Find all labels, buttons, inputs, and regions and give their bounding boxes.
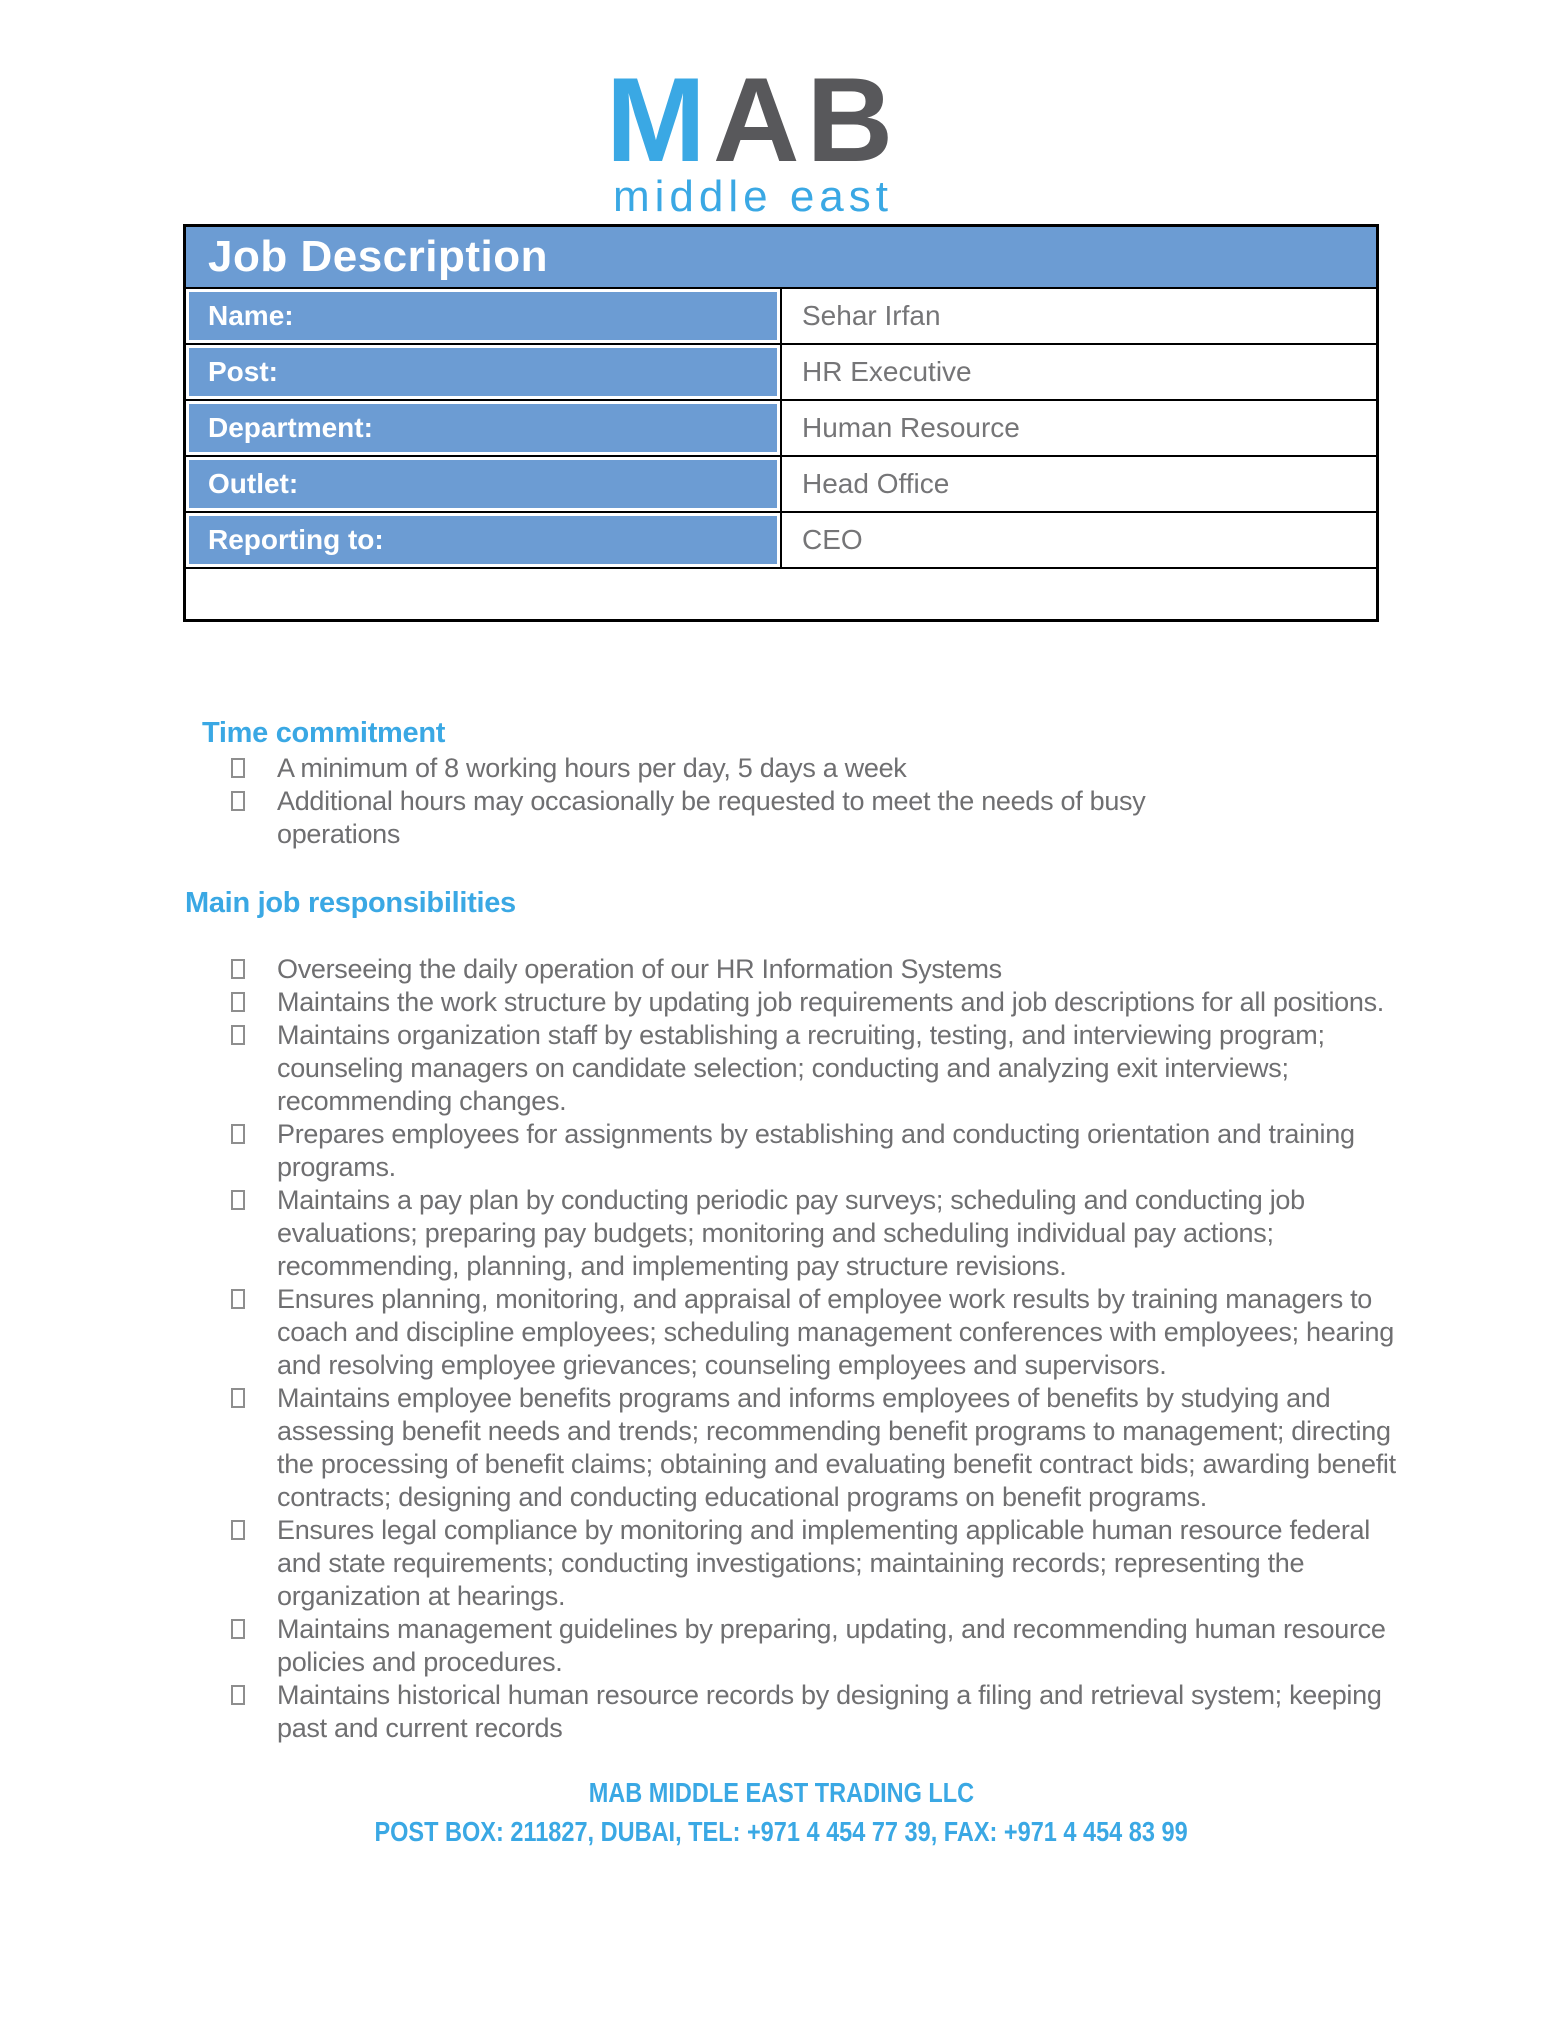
logo-subtitle: middle east [612, 172, 893, 221]
section-heading-time-commitment: Time commitment [202, 717, 446, 749]
list-item-text: Additional hours may occasionally be requested to meet the needs of busy operations [277, 786, 1146, 849]
checkbox-bullet-icon [231, 758, 245, 778]
table-row [185, 288, 1378, 344]
row-label: Name: [185, 288, 782, 344]
list-item-text: Prepares employees for assignments by establishing and conducting orientation and training programs. [277, 1119, 1355, 1182]
time-commitment-list [185, 752, 1197, 851]
main-responsibilities-section [185, 887, 1418, 1745]
list-item-text: Ensures planning, monitoring, and appraisal of employee work results by training managers to coach and discipline employees; scheduling management conferences with employees; hearing and resolving employee grievances; counseling employees and supervisors. [277, 1284, 1394, 1380]
checkbox-bullet-icon [231, 1520, 245, 1540]
row-value: Head Office [781, 456, 1378, 512]
footer-contact-info: POST BOX: 211827, DUBAI, TEL: +971 4 454 77 39, FAX: +971 4 454 83 99 [374, 1816, 1188, 1847]
list-item [277, 1019, 1418, 1118]
list-item-text: Maintains a pay plan by conducting periodic pay surveys; scheduling and conducting job evaluations; preparing pay budgets; monitoring and scheduling individual pay actions; recommending, planning, and implementing pay structure revisions. [277, 1185, 1305, 1281]
list-item [277, 785, 1197, 851]
table-title-row [185, 226, 1378, 288]
list-item [277, 1184, 1418, 1283]
section-heading-main-responsibilities: Main job responsibilities [185, 887, 516, 919]
document-footer [0, 1773, 1562, 1851]
list-item-text: Maintains the work structure by updating job requirements and job descriptions for all positions. [277, 987, 1384, 1017]
list-item-text: Maintains organization staff by establishing a recruiting, testing, and interviewing program; counseling managers on candidate selection; conducting and analyzing exit interviews; recommending changes. [277, 1020, 1325, 1116]
document-body [185, 717, 1418, 1745]
checkbox-bullet-icon [231, 1190, 245, 1210]
checkbox-bullet-icon [231, 1289, 245, 1309]
list-item-text: Maintains historical human resource records by designing a filing and retrieval system; keeping past and current records [277, 1680, 1382, 1743]
list-item-text: Maintains management guidelines by preparing, updating, and recommending human resource policies and procedures. [277, 1614, 1386, 1677]
checkbox-bullet-icon [231, 959, 245, 979]
list-item [277, 1283, 1418, 1382]
table-row [185, 344, 1378, 400]
list-item-text: A minimum of 8 working hours per day, 5 days a week [277, 753, 907, 783]
list-item [277, 1382, 1418, 1514]
list-item [277, 1118, 1418, 1184]
row-value: Human Resource [781, 400, 1378, 456]
checkbox-bullet-icon [231, 1685, 245, 1705]
checkbox-bullet-icon [231, 1025, 245, 1045]
list-item-text: Maintains employee benefits programs and informs employees of benefits by studying and assessing benefit needs and trends; recommending benefit programs to management; directing the processing of benefit claims; obtaining and evaluating benefit contract bids; awarding benefit contracts; designing and conducting educational programs on benefit programs. [277, 1383, 1396, 1512]
list-item [277, 1679, 1418, 1745]
logo-wordmark [0, 53, 1534, 187]
checkbox-bullet-icon [231, 1388, 245, 1408]
job-description-table [183, 224, 1379, 622]
list-item [277, 986, 1418, 1019]
checkbox-bullet-icon [231, 791, 245, 811]
footer-company-name: MAB MIDDLE EAST TRADING LLC [588, 1777, 974, 1808]
table-row [185, 512, 1378, 568]
row-label: Outlet: [185, 456, 782, 512]
checkbox-bullet-icon [231, 992, 245, 1012]
list-item-text: Overseeing the daily operation of our HR Information Systems [277, 954, 1002, 984]
checkbox-bullet-icon [231, 1124, 245, 1144]
logo-letter-m: M [605, 53, 713, 187]
list-item [277, 1613, 1418, 1679]
list-item [277, 1514, 1418, 1613]
table-row [185, 456, 1378, 512]
table-row [185, 400, 1378, 456]
empty-cell [185, 568, 1378, 621]
row-value: CEO [781, 512, 1378, 568]
row-label: Reporting to: [185, 512, 782, 568]
row-label: Post: [185, 344, 782, 400]
company-logo [0, 0, 1534, 220]
row-label: Department: [185, 400, 782, 456]
row-value: HR Executive [781, 344, 1378, 400]
logo-letters-ab: AB [712, 53, 901, 187]
time-commitment-section [185, 717, 1418, 851]
list-item [277, 953, 1418, 986]
list-item [277, 752, 1197, 785]
row-value: Sehar Irfan [781, 288, 1378, 344]
list-item-text: Ensures legal compliance by monitoring and implementing applicable human resource federal and state requirements; conducting investigations; maintaining records; representing the organization at hearings. [277, 1515, 1370, 1611]
main-responsibilities-list [185, 953, 1418, 1745]
table-title: Job Description [185, 226, 1378, 288]
checkbox-bullet-icon [231, 1619, 245, 1639]
table-empty-row [185, 568, 1378, 621]
